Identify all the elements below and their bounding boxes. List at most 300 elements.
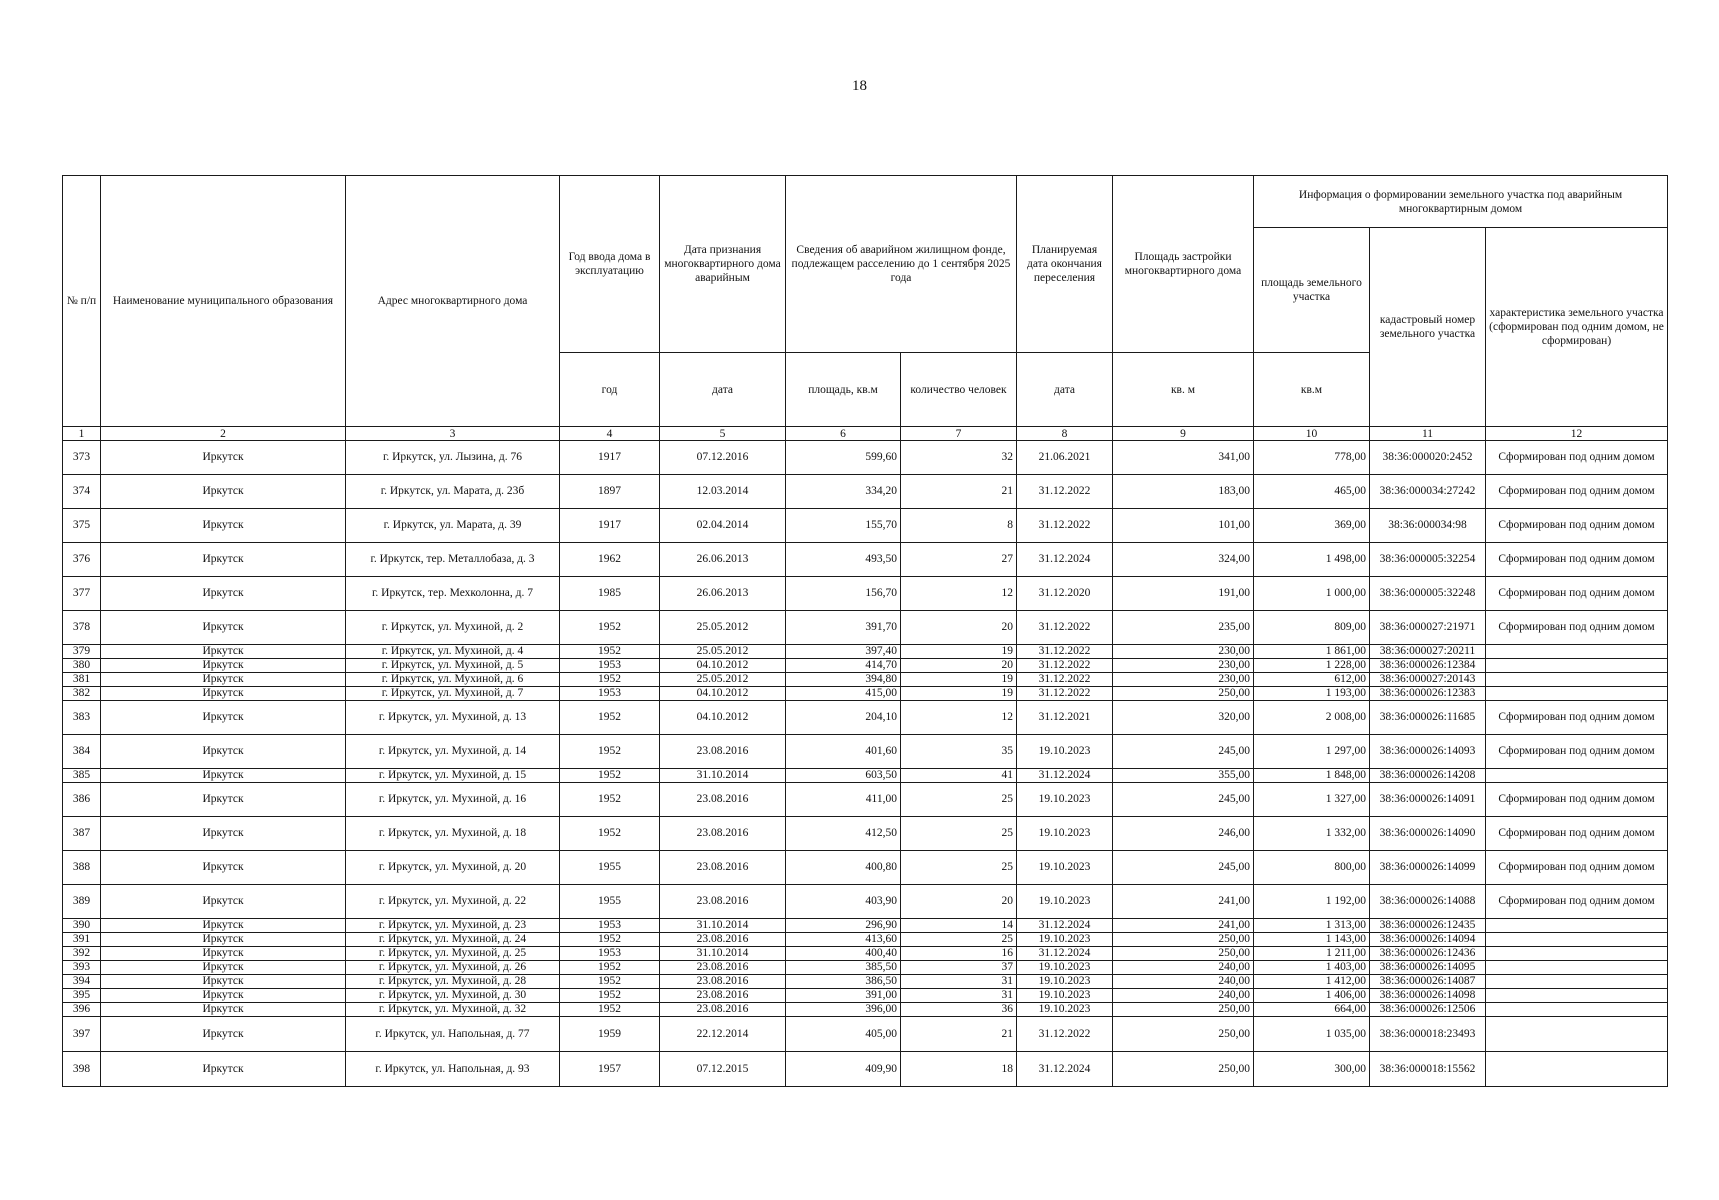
cadastral-number-cell: 38:36:000034:98: [1370, 509, 1486, 543]
land-characteristic-cell: Сформирован под одним домом: [1486, 735, 1668, 769]
building-area-cell: 230,00: [1113, 659, 1254, 673]
land-area-cell: 1 192,00: [1254, 885, 1370, 919]
land-area-cell: 778,00: [1254, 441, 1370, 475]
land-area-cell: 1 498,00: [1254, 543, 1370, 577]
table-row: [63, 1052, 1668, 1087]
commission-year-cell: 1897: [560, 475, 660, 509]
header-year-unit: год: [560, 353, 660, 427]
land-characteristic-cell: [1486, 687, 1668, 701]
building-area-cell: 191,00: [1113, 577, 1254, 611]
commission-year-cell: 1952: [560, 645, 660, 659]
municipality-cell: Иркутск: [101, 687, 346, 701]
land-characteristic-cell: [1486, 1003, 1668, 1017]
cadastral-number-cell: 38:36:000026:14098: [1370, 989, 1486, 1003]
emergency-area-cell: 414,70: [786, 659, 901, 673]
page-number: 18: [852, 78, 867, 94]
building-area-cell: 341,00: [1113, 441, 1254, 475]
people-count-cell: 19: [901, 673, 1017, 687]
table-row: [63, 611, 1668, 645]
building-area-cell: 241,00: [1113, 885, 1254, 919]
cadastral-number-cell: 38:36:000026:12506: [1370, 1003, 1486, 1017]
row-number: 376: [63, 543, 101, 577]
cadastral-number-cell: 38:36:000027:20211: [1370, 645, 1486, 659]
recognition-date-cell: 12.03.2014: [660, 475, 786, 509]
planned-date-cell: 19.10.2023: [1017, 817, 1113, 851]
municipality-cell: Иркутск: [101, 1017, 346, 1052]
cadastral-number-cell: 38:36:000005:32254: [1370, 543, 1486, 577]
land-characteristic-cell: [1486, 919, 1668, 933]
address-cell: г. Иркутск, ул. Марата, д. 39: [346, 509, 560, 543]
recognition-date-cell: 23.08.2016: [660, 1003, 786, 1017]
commission-year-cell: 1952: [560, 735, 660, 769]
address-cell: г. Иркутск, ул. Мухиной, д. 32: [346, 1003, 560, 1017]
planned-date-cell: 31.12.2022: [1017, 475, 1113, 509]
people-count-cell: 27: [901, 543, 1017, 577]
header-plan-date-unit: дата: [1017, 353, 1113, 427]
planned-date-cell: 31.12.2022: [1017, 645, 1113, 659]
municipality-cell: Иркутск: [101, 947, 346, 961]
table-row: [63, 543, 1668, 577]
commission-year-cell: 1952: [560, 975, 660, 989]
building-area-cell: 183,00: [1113, 475, 1254, 509]
land-area-cell: 1 035,00: [1254, 1017, 1370, 1052]
table-row: [63, 919, 1668, 933]
emergency-area-cell: 603,50: [786, 769, 901, 783]
municipality-cell: Иркутск: [101, 769, 346, 783]
planned-date-cell: 19.10.2023: [1017, 975, 1113, 989]
cadastral-number-cell: 38:36:000026:14087: [1370, 975, 1486, 989]
address-cell: г. Иркутск, ул. Лызина, д. 76: [346, 441, 560, 475]
address-cell: г. Иркутск, ул. Мухиной, д. 2: [346, 611, 560, 645]
table-row: [63, 817, 1668, 851]
cadastral-number-cell: 38:36:000026:14093: [1370, 735, 1486, 769]
emergency-area-cell: 415,00: [786, 687, 901, 701]
commission-year-cell: 1952: [560, 701, 660, 735]
address-cell: г. Иркутск, ул. Напольная, д. 77: [346, 1017, 560, 1052]
land-characteristic-cell: [1486, 975, 1668, 989]
table-row: [63, 577, 1668, 611]
address-cell: г. Иркутск, ул. Мухиной, д. 22: [346, 885, 560, 919]
land-area-cell: 1 848,00: [1254, 769, 1370, 783]
cadastral-number-cell: 38:36:000026:14088: [1370, 885, 1486, 919]
building-area-cell: 240,00: [1113, 975, 1254, 989]
row-number: 377: [63, 577, 101, 611]
commission-year-cell: 1952: [560, 611, 660, 645]
municipality-cell: Иркутск: [101, 1052, 346, 1087]
table-row: [63, 673, 1668, 687]
header-planned-date: Планируемая дата окончания переселения: [1017, 176, 1113, 353]
emergency-area-cell: 394,80: [786, 673, 901, 687]
recognition-date-cell: 26.06.2013: [660, 543, 786, 577]
commission-year-cell: 1952: [560, 769, 660, 783]
building-area-cell: 230,00: [1113, 645, 1254, 659]
municipality-cell: Иркутск: [101, 701, 346, 735]
emergency-area-cell: 391,00: [786, 989, 901, 1003]
cadastral-number-cell: 38:36:000026:12384: [1370, 659, 1486, 673]
header-area-unit: площадь, кв.м: [786, 353, 901, 427]
recognition-date-cell: 31.10.2014: [660, 947, 786, 961]
emergency-area-cell: 386,50: [786, 975, 901, 989]
planned-date-cell: 31.12.2024: [1017, 1052, 1113, 1087]
cadastral-number-cell: 38:36:000027:20143: [1370, 673, 1486, 687]
address-cell: г. Иркутск, ул. Мухиной, д. 23: [346, 919, 560, 933]
address-cell: г. Иркутск, ул. Марата, д. 23б: [346, 475, 560, 509]
row-number: 384: [63, 735, 101, 769]
recognition-date-cell: 23.08.2016: [660, 885, 786, 919]
planned-date-cell: 19.10.2023: [1017, 735, 1113, 769]
table-header: [63, 176, 1668, 441]
cadastral-number-cell: 38:36:000026:14091: [1370, 783, 1486, 817]
row-number: 396: [63, 1003, 101, 1017]
column-number: 6: [786, 427, 901, 441]
address-cell: г. Иркутск, ул. Мухиной, д. 6: [346, 673, 560, 687]
commission-year-cell: 1955: [560, 885, 660, 919]
row-number: 380: [63, 659, 101, 673]
column-number: 2: [101, 427, 346, 441]
people-count-cell: 12: [901, 577, 1017, 611]
planned-date-cell: 31.12.2022: [1017, 687, 1113, 701]
header-land-area-unit: кв.м: [1254, 353, 1370, 427]
column-number: 3: [346, 427, 560, 441]
municipality-cell: Иркутск: [101, 475, 346, 509]
cadastral-number-cell: 38:36:000026:14095: [1370, 961, 1486, 975]
commission-year-cell: 1952: [560, 1003, 660, 1017]
address-cell: г. Иркутск, ул. Мухиной, д. 14: [346, 735, 560, 769]
cadastral-number-cell: 38:36:000018:23493: [1370, 1017, 1486, 1052]
planned-date-cell: 31.12.2022: [1017, 659, 1113, 673]
building-area-cell: 245,00: [1113, 851, 1254, 885]
address-cell: г. Иркутск, ул. Мухиной, д. 30: [346, 989, 560, 1003]
recognition-date-cell: 26.06.2013: [660, 577, 786, 611]
cadastral-number-cell: 38:36:000034:27242: [1370, 475, 1486, 509]
land-area-cell: 465,00: [1254, 475, 1370, 509]
land-characteristic-cell: Сформирован под одним домом: [1486, 611, 1668, 645]
address-cell: г. Иркутск, ул. Мухиной, д. 15: [346, 769, 560, 783]
building-area-cell: 250,00: [1113, 1003, 1254, 1017]
recognition-date-cell: 23.08.2016: [660, 851, 786, 885]
row-number: 381: [63, 673, 101, 687]
emergency-area-cell: 599,60: [786, 441, 901, 475]
address-cell: г. Иркутск, ул. Мухиной, д. 26: [346, 961, 560, 975]
land-characteristic-cell: Сформирован под одним домом: [1486, 543, 1668, 577]
building-area-cell: 246,00: [1113, 817, 1254, 851]
people-count-cell: 20: [901, 885, 1017, 919]
municipality-cell: Иркутск: [101, 645, 346, 659]
emergency-area-cell: 391,70: [786, 611, 901, 645]
address-cell: г. Иркутск, ул. Напольная, д. 93: [346, 1052, 560, 1087]
building-area-cell: 101,00: [1113, 509, 1254, 543]
emergency-area-cell: 155,70: [786, 509, 901, 543]
row-number: 397: [63, 1017, 101, 1052]
header-land-characteristic: характеристика земельного участка (сформирован под одним домом, не сформирован): [1486, 228, 1668, 427]
building-area-cell: 320,00: [1113, 701, 1254, 735]
municipality-cell: Иркутск: [101, 975, 346, 989]
municipality-cell: Иркутск: [101, 673, 346, 687]
recognition-date-cell: 23.08.2016: [660, 933, 786, 947]
emergency-area-cell: 403,90: [786, 885, 901, 919]
recognition-date-cell: 04.10.2012: [660, 701, 786, 735]
recognition-date-cell: 02.04.2014: [660, 509, 786, 543]
planned-date-cell: 19.10.2023: [1017, 989, 1113, 1003]
people-count-cell: 14: [901, 919, 1017, 933]
building-area-cell: 324,00: [1113, 543, 1254, 577]
emergency-area-cell: 413,60: [786, 933, 901, 947]
planned-date-cell: 31.12.2024: [1017, 543, 1113, 577]
cadastral-number-cell: 38:36:000020:2452: [1370, 441, 1486, 475]
people-count-cell: 18: [901, 1052, 1017, 1087]
commission-year-cell: 1985: [560, 577, 660, 611]
recognition-date-cell: 31.10.2014: [660, 769, 786, 783]
people-count-cell: 20: [901, 611, 1017, 645]
municipality-cell: Иркутск: [101, 659, 346, 673]
column-number: 1: [63, 427, 101, 441]
emergency-area-cell: 412,50: [786, 817, 901, 851]
commission-year-cell: 1917: [560, 441, 660, 475]
building-area-cell: 240,00: [1113, 989, 1254, 1003]
address-cell: г. Иркутск, ул. Мухиной, д. 4: [346, 645, 560, 659]
municipality-cell: Иркутск: [101, 817, 346, 851]
address-cell: г. Иркутск, ул. Мухиной, д. 5: [346, 659, 560, 673]
land-area-cell: 369,00: [1254, 509, 1370, 543]
row-number: 379: [63, 645, 101, 659]
land-characteristic-cell: [1486, 673, 1668, 687]
cadastral-number-cell: 38:36:000026:12435: [1370, 919, 1486, 933]
planned-date-cell: 19.10.2023: [1017, 783, 1113, 817]
recognition-date-cell: 25.05.2012: [660, 611, 786, 645]
people-count-cell: 32: [901, 441, 1017, 475]
land-area-cell: 1 313,00: [1254, 919, 1370, 933]
row-number: 394: [63, 975, 101, 989]
address-cell: г. Иркутск, ул. Мухиной, д. 18: [346, 817, 560, 851]
cadastral-number-cell: 38:36:000026:11685: [1370, 701, 1486, 735]
land-characteristic-cell: Сформирован под одним домом: [1486, 441, 1668, 475]
cadastral-number-cell: 38:36:000026:14208: [1370, 769, 1486, 783]
land-area-cell: 1 861,00: [1254, 645, 1370, 659]
table-row: [63, 975, 1668, 989]
header-build-area-unit: кв. м: [1113, 353, 1254, 427]
municipality-cell: Иркутск: [101, 735, 346, 769]
commission-year-cell: 1962: [560, 543, 660, 577]
commission-year-cell: 1953: [560, 659, 660, 673]
column-number: 5: [660, 427, 786, 441]
planned-date-cell: 31.12.2020: [1017, 577, 1113, 611]
building-area-cell: 240,00: [1113, 961, 1254, 975]
cadastral-number-cell: 38:36:000026:12436: [1370, 947, 1486, 961]
planned-date-cell: 31.12.2024: [1017, 919, 1113, 933]
recognition-date-cell: 22.12.2014: [660, 1017, 786, 1052]
recognition-date-cell: 23.08.2016: [660, 975, 786, 989]
recognition-date-cell: 23.08.2016: [660, 783, 786, 817]
column-number: 9: [1113, 427, 1254, 441]
municipality-cell: Иркутск: [101, 1003, 346, 1017]
header-row-number: № п/п: [63, 176, 101, 427]
people-count-cell: 16: [901, 947, 1017, 961]
row-number: 393: [63, 961, 101, 975]
header-land-plot-info: Информация о формировании земельного участка под аварийным многоквартирным домом: [1254, 176, 1668, 228]
people-count-cell: 37: [901, 961, 1017, 975]
row-number: 390: [63, 919, 101, 933]
planned-date-cell: 19.10.2023: [1017, 933, 1113, 947]
land-area-cell: 1 297,00: [1254, 735, 1370, 769]
people-count-cell: 12: [901, 701, 1017, 735]
row-number: 382: [63, 687, 101, 701]
header-municipality: Наименование муниципального образования: [101, 176, 346, 427]
address-cell: г. Иркутск, ул. Мухиной, д. 13: [346, 701, 560, 735]
table-row: [63, 1017, 1668, 1052]
commission-year-cell: 1952: [560, 989, 660, 1003]
planned-date-cell: 31.12.2021: [1017, 701, 1113, 735]
row-number: 392: [63, 947, 101, 961]
land-characteristic-cell: [1486, 1017, 1668, 1052]
land-characteristic-cell: [1486, 645, 1668, 659]
row-number: 398: [63, 1052, 101, 1087]
planned-date-cell: 31.12.2024: [1017, 947, 1113, 961]
people-count-cell: 25: [901, 783, 1017, 817]
municipality-cell: Иркутск: [101, 851, 346, 885]
table-row: [63, 961, 1668, 975]
emergency-area-cell: 156,70: [786, 577, 901, 611]
table-row: [63, 885, 1668, 919]
people-count-cell: 20: [901, 659, 1017, 673]
address-cell: г. Иркутск, тер. Металлобаза, д. 3: [346, 543, 560, 577]
table-row: [63, 441, 1668, 475]
municipality-cell: Иркутск: [101, 783, 346, 817]
planned-date-cell: 21.06.2021: [1017, 441, 1113, 475]
table-row: [63, 989, 1668, 1003]
cadastral-number-cell: 38:36:000005:32248: [1370, 577, 1486, 611]
table-row: [63, 645, 1668, 659]
recognition-date-cell: 23.08.2016: [660, 735, 786, 769]
municipality-cell: Иркутск: [101, 611, 346, 645]
people-count-cell: 21: [901, 1017, 1017, 1052]
building-area-cell: 230,00: [1113, 673, 1254, 687]
row-number: 387: [63, 817, 101, 851]
people-count-cell: 31: [901, 975, 1017, 989]
building-area-cell: 250,00: [1113, 1052, 1254, 1087]
header-recognition-date: Дата признания многоквартирного дома аварийным: [660, 176, 786, 353]
table-row: [63, 769, 1668, 783]
building-area-cell: 250,00: [1113, 947, 1254, 961]
header-address: Адрес многоквартирного дома: [346, 176, 560, 427]
commission-year-cell: 1953: [560, 687, 660, 701]
municipality-cell: Иркутск: [101, 577, 346, 611]
commission-year-cell: 1917: [560, 509, 660, 543]
row-number: 375: [63, 509, 101, 543]
row-number: 385: [63, 769, 101, 783]
land-characteristic-cell: Сформирован под одним домом: [1486, 701, 1668, 735]
land-area-cell: 809,00: [1254, 611, 1370, 645]
recognition-date-cell: 07.12.2015: [660, 1052, 786, 1087]
land-characteristic-cell: Сформирован под одним домом: [1486, 577, 1668, 611]
planned-date-cell: 19.10.2023: [1017, 885, 1113, 919]
cadastral-number-cell: 38:36:000018:15562: [1370, 1052, 1486, 1087]
building-area-cell: 250,00: [1113, 1017, 1254, 1052]
people-count-cell: 41: [901, 769, 1017, 783]
land-characteristic-cell: [1486, 947, 1668, 961]
municipality-cell: Иркутск: [101, 961, 346, 975]
building-area-cell: 245,00: [1113, 783, 1254, 817]
cadastral-number-cell: 38:36:000026:14090: [1370, 817, 1486, 851]
land-area-cell: 2 008,00: [1254, 701, 1370, 735]
column-numbers-row: [63, 427, 1668, 441]
emergency-area-cell: 401,60: [786, 735, 901, 769]
land-characteristic-cell: [1486, 989, 1668, 1003]
people-count-cell: 8: [901, 509, 1017, 543]
row-number: 378: [63, 611, 101, 645]
emergency-area-cell: 334,20: [786, 475, 901, 509]
land-area-cell: 1 211,00: [1254, 947, 1370, 961]
land-characteristic-cell: Сформирован под одним домом: [1486, 885, 1668, 919]
table-body: [63, 441, 1668, 1087]
commission-year-cell: 1959: [560, 1017, 660, 1052]
building-area-cell: 250,00: [1113, 933, 1254, 947]
row-number: 391: [63, 933, 101, 947]
table-row: [63, 947, 1668, 961]
column-number: 7: [901, 427, 1017, 441]
recognition-date-cell: 23.08.2016: [660, 961, 786, 975]
land-area-cell: 1 412,00: [1254, 975, 1370, 989]
table-row: [63, 783, 1668, 817]
column-number: 10: [1254, 427, 1370, 441]
recognition-date-cell: 31.10.2014: [660, 919, 786, 933]
address-cell: г. Иркутск, ул. Мухиной, д. 16: [346, 783, 560, 817]
header-land-area: площадь земельного участка: [1254, 228, 1370, 353]
address-cell: г. Иркутск, ул. Мухиной, д. 25: [346, 947, 560, 961]
people-count-cell: 25: [901, 817, 1017, 851]
land-area-cell: 1 228,00: [1254, 659, 1370, 673]
address-cell: г. Иркутск, ул. Мухиной, д. 20: [346, 851, 560, 885]
land-area-cell: 1 143,00: [1254, 933, 1370, 947]
recognition-date-cell: 25.05.2012: [660, 673, 786, 687]
planned-date-cell: 19.10.2023: [1017, 1003, 1113, 1017]
address-cell: г. Иркутск, ул. Мухиной, д. 7: [346, 687, 560, 701]
table-row: [63, 475, 1668, 509]
people-count-cell: 19: [901, 687, 1017, 701]
recognition-date-cell: 07.12.2016: [660, 441, 786, 475]
row-number: 395: [63, 989, 101, 1003]
land-characteristic-cell: [1486, 961, 1668, 975]
recognition-date-cell: 23.08.2016: [660, 989, 786, 1003]
emergency-area-cell: 296,90: [786, 919, 901, 933]
recognition-date-cell: 23.08.2016: [660, 817, 786, 851]
commission-year-cell: 1952: [560, 817, 660, 851]
row-number: 374: [63, 475, 101, 509]
table-row: [63, 509, 1668, 543]
table-row: [63, 659, 1668, 673]
cadastral-number-cell: 38:36:000026:12383: [1370, 687, 1486, 701]
commission-year-cell: 1955: [560, 851, 660, 885]
row-number: 388: [63, 851, 101, 885]
emergency-area-cell: 411,00: [786, 783, 901, 817]
land-characteristic-cell: Сформирован под одним домом: [1486, 783, 1668, 817]
planned-date-cell: 31.12.2022: [1017, 1017, 1113, 1052]
municipality-cell: Иркутск: [101, 509, 346, 543]
land-characteristic-cell: [1486, 1052, 1668, 1087]
table-row: [63, 687, 1668, 701]
land-area-cell: 1 327,00: [1254, 783, 1370, 817]
building-area-cell: 241,00: [1113, 919, 1254, 933]
emergency-area-cell: 396,00: [786, 1003, 901, 1017]
commission-year-cell: 1953: [560, 919, 660, 933]
commission-year-cell: 1952: [560, 933, 660, 947]
commission-year-cell: 1952: [560, 783, 660, 817]
cadastral-number-cell: 38:36:000026:14094: [1370, 933, 1486, 947]
header-people-unit: количество человек: [901, 353, 1017, 427]
land-area-cell: 664,00: [1254, 1003, 1370, 1017]
land-area-cell: 1 000,00: [1254, 577, 1370, 611]
land-characteristic-cell: [1486, 933, 1668, 947]
land-characteristic-cell: Сформирован под одним домом: [1486, 817, 1668, 851]
